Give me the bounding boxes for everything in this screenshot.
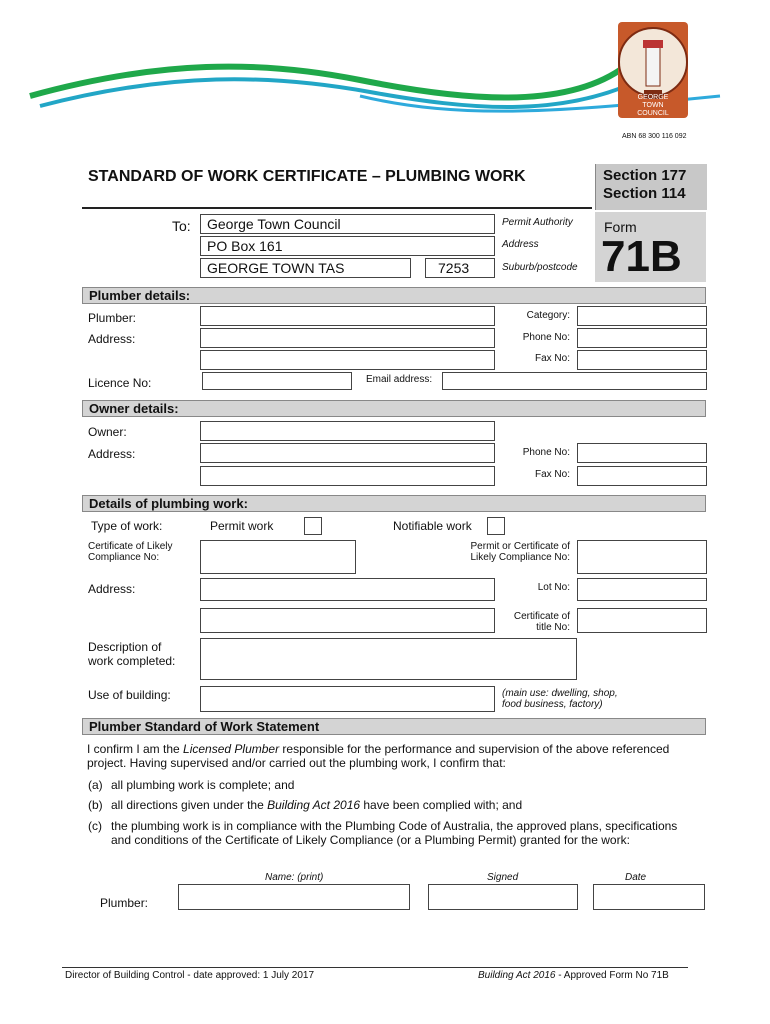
- item-b-text-1: all directions given under the: [111, 798, 268, 812]
- page-title: STANDARD OF WORK CERTIFICATE – PLUMBING WORK: [88, 168, 526, 185]
- licence-field[interactable]: [202, 372, 352, 390]
- work-address-field-1[interactable]: [200, 578, 495, 601]
- item-b-act: Building Act 2016: [267, 798, 361, 812]
- item-c-label: (c): [88, 819, 102, 833]
- footer-act: Building Act 2016: [478, 970, 556, 981]
- signature-plumber-label: Plumber:: [100, 896, 149, 910]
- description-field[interactable]: [200, 638, 577, 680]
- to-line2-field[interactable]: [200, 236, 495, 256]
- plumber-details-heading: Plumber details:: [82, 287, 706, 304]
- certificate-label-1: Certificate of Likely: [88, 541, 173, 552]
- to-postcode-value: 7253: [438, 260, 470, 276]
- plumber-name-field[interactable]: [200, 306, 495, 326]
- permit-work-checkbox[interactable]: [304, 517, 322, 535]
- form-number: 71B: [601, 232, 682, 281]
- permit-certificate-label-2: Likely Compliance No:: [470, 552, 570, 563]
- category-field[interactable]: [577, 306, 707, 326]
- to-town-field[interactable]: [200, 258, 411, 278]
- item-b-text-3: have been complied with; and: [360, 798, 523, 812]
- item-a-text: all plumbing work is complete; and: [111, 778, 295, 792]
- use-of-building-field[interactable]: [200, 686, 495, 712]
- owner-fax-field[interactable]: [577, 466, 707, 486]
- abn-number: ABN 68 300 116 092: [622, 133, 687, 140]
- signed-field[interactable]: [428, 884, 578, 910]
- permit-certificate-label-1: Permit or Certificate of: [470, 541, 570, 552]
- plumber-phone-label: Phone No:: [522, 332, 570, 343]
- certificate-field[interactable]: [200, 540, 356, 574]
- email-label: Email address:: [366, 374, 433, 385]
- to-postcode-field[interactable]: [425, 258, 495, 278]
- title-underline: [82, 207, 592, 209]
- footer-form-number: [478, 970, 669, 981]
- owner-details-heading: Owner details:: [82, 400, 706, 417]
- licence-label: Licence No:: [88, 376, 152, 390]
- statement-heading: Plumber Standard of Work Statement: [82, 718, 706, 735]
- footer-rule: [62, 967, 688, 968]
- statement-text-1: I confirm I am the: [87, 742, 184, 756]
- to-line2-value: PO Box 161: [207, 238, 283, 254]
- plumber-fax-label: Fax No:: [534, 353, 570, 364]
- type-of-work-label: Type of work:: [91, 519, 163, 533]
- statement-text-2: responsible for the performance and supervision of the above referenced project. Having supervised and/or carried out the plumbing work, I confirm that:: [87, 742, 670, 770]
- owner-fax-label: Fax No:: [534, 469, 570, 480]
- owner-label: Owner:: [88, 425, 127, 439]
- owner-phone-label: Phone No:: [522, 447, 570, 458]
- plumber-label: Plumber:: [88, 311, 137, 325]
- form-label: Form: [604, 219, 637, 235]
- date-label: Date: [625, 872, 647, 883]
- section-177: Section 177: [603, 167, 687, 184]
- notifiable-work-checkbox[interactable]: [487, 517, 505, 535]
- owner-address-label: Address:: [88, 447, 136, 461]
- signed-label: Signed: [487, 872, 519, 883]
- work-address-label: Address:: [88, 582, 136, 596]
- name-print-label: Name: (print): [265, 872, 324, 883]
- item-a-label: (a): [88, 778, 103, 792]
- permit-work-label: Permit work: [210, 519, 274, 533]
- to-town-value: GEORGE TOWN TAS: [207, 260, 345, 276]
- statement-paragraph: [87, 742, 687, 770]
- permit-authority-note: Permit Authority: [502, 217, 573, 228]
- certificate-label-2: Compliance No:: [88, 552, 160, 563]
- lot-field[interactable]: [577, 578, 707, 601]
- title-field[interactable]: [577, 608, 707, 633]
- permit-certificate-field[interactable]: [577, 540, 707, 574]
- to-label: To:: [172, 218, 191, 234]
- plumber-phone-field[interactable]: [577, 328, 707, 348]
- statement-licensed-plumber: Licensed Plumber: [183, 742, 280, 756]
- plumber-address-label: Address:: [88, 332, 136, 346]
- item-b-text: [111, 798, 522, 812]
- notifiable-work-label: Notifiable work: [393, 519, 472, 533]
- to-line1-value: George Town Council: [207, 216, 341, 232]
- council-crest: [612, 18, 694, 130]
- suburb-note: Suburb/postcode: [502, 262, 578, 273]
- owner-phone-field[interactable]: [577, 443, 707, 463]
- crest-lettering: GEORGE TOWN COUNCIL 1804: [637, 94, 669, 125]
- lot-label: Lot No:: [537, 582, 570, 593]
- address-note: Address: [502, 239, 539, 250]
- to-line1-field[interactable]: [200, 214, 495, 234]
- work-address-field-2[interactable]: [200, 608, 495, 633]
- plumber-address-field-2[interactable]: [200, 350, 495, 370]
- owner-address-field-2[interactable]: [200, 466, 495, 486]
- work-details-heading: Details of plumbing work:: [82, 495, 706, 512]
- use-of-building-label: Use of building:: [88, 688, 171, 702]
- owner-name-field[interactable]: [200, 421, 495, 441]
- email-field[interactable]: [442, 372, 707, 390]
- footer-approved-form: - Approved Form No 71B: [555, 970, 669, 981]
- title-label-1: Certificate of: [513, 611, 570, 622]
- section-114: Section 114: [603, 185, 686, 202]
- description-label-2: work completed:: [88, 654, 176, 668]
- use-note-1: (main use: dwelling, shop,: [502, 688, 618, 699]
- plumber-address-field-1[interactable]: [200, 328, 495, 348]
- title-label-2: title No:: [536, 622, 570, 633]
- footer-approval: Director of Building Control - date approved: 1 July 2017: [65, 970, 315, 981]
- plumber-fax-field[interactable]: [577, 350, 707, 370]
- category-label: Category:: [526, 310, 570, 321]
- name-print-field[interactable]: [178, 884, 410, 910]
- date-field[interactable]: [593, 884, 705, 910]
- item-c-text: the plumbing work is in compliance with the Plumbing Code of Australia, the approved plans, specifications and conditions of the Certificate of Likely Compliance (or a Plumbing Permit) granted for the work:: [111, 819, 678, 847]
- use-note-2: food business, factory): [502, 699, 603, 710]
- owner-address-field-1[interactable]: [200, 443, 495, 463]
- item-b-label: (b): [88, 798, 103, 812]
- description-label-1: Description of: [88, 640, 162, 654]
